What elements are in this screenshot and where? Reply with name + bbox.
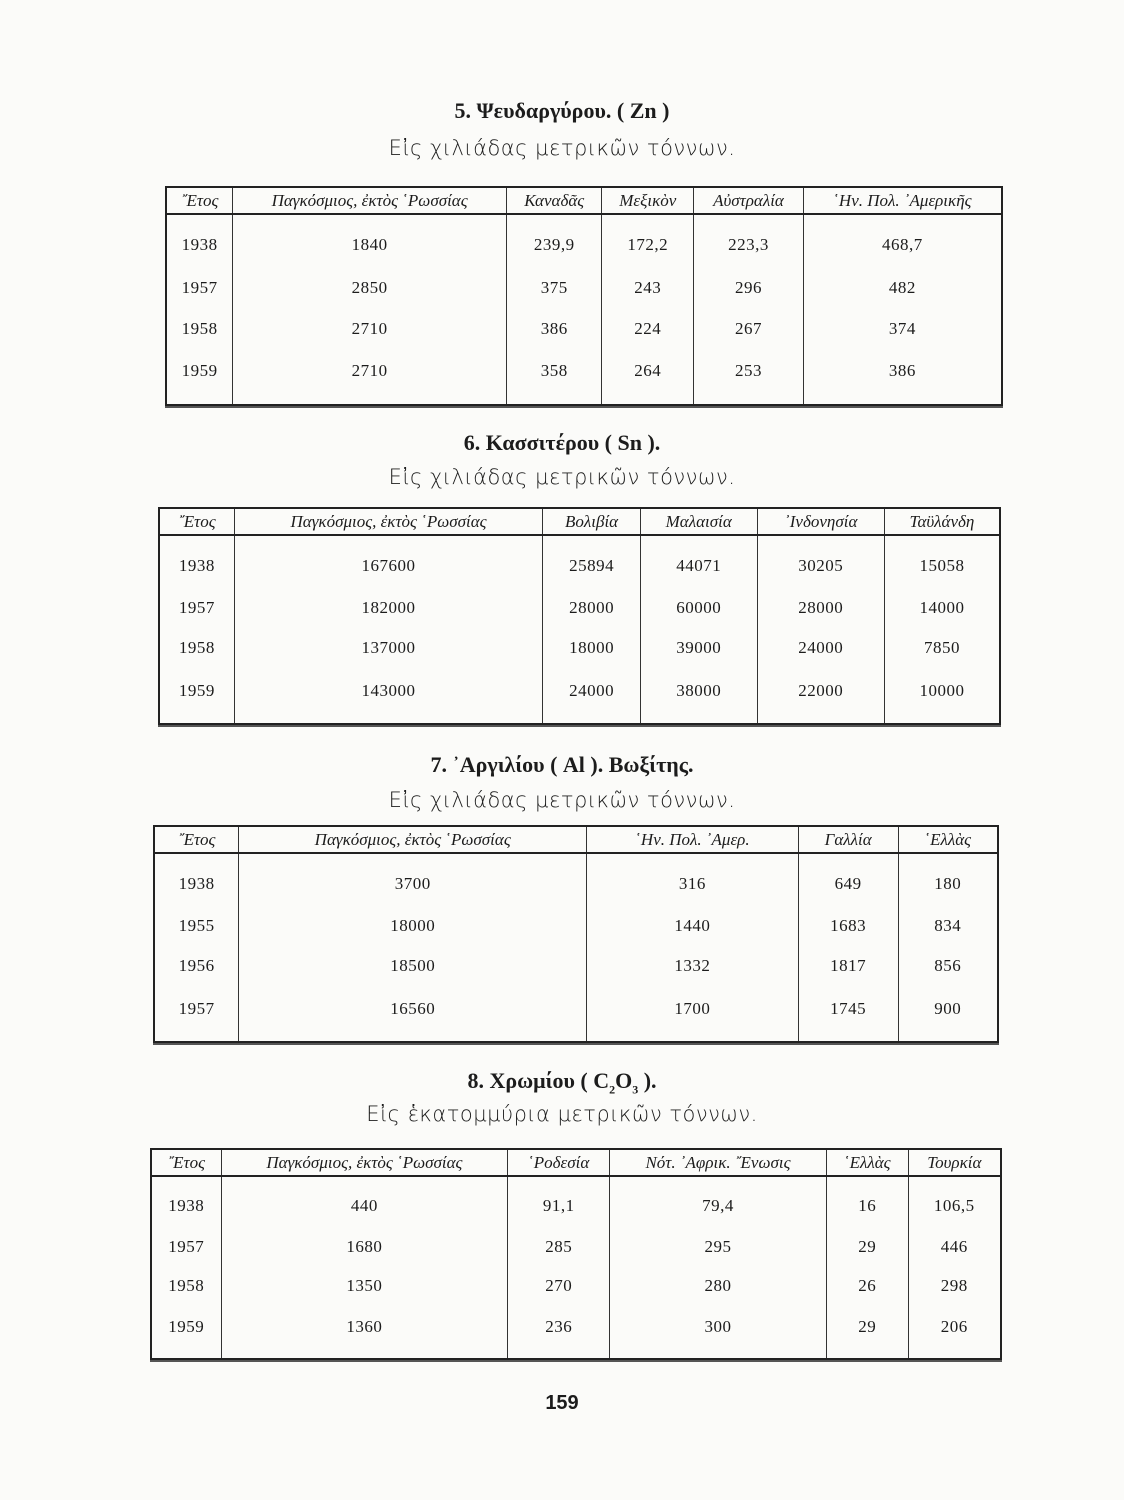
value-cell: 24000 [543,668,641,724]
year-cell: 1955 [154,906,239,946]
value-cell: 374 [803,308,1002,349]
value-cell: 300 [610,1305,827,1359]
value-cell: 180 [898,853,998,906]
value-cell: 1350 [221,1266,508,1305]
table-row [151,1227,1001,1266]
value-cell: 3700 [239,853,587,906]
column-header: Ταϋλάνδη [884,508,1000,535]
table-row [154,986,998,1042]
zinc-table [165,186,1003,406]
value-cell: 386 [803,349,1002,405]
value-cell: 1680 [221,1227,508,1266]
column-header: Αὐστραλία [694,187,804,214]
value-cell: 2710 [233,308,507,349]
year-cell: 1959 [159,668,234,724]
column-header: ῾Ελλὰς [898,826,998,853]
value-cell: 298 [908,1266,1001,1305]
value-cell: 236 [508,1305,610,1359]
value-cell: 39000 [640,628,757,668]
column-header: Τουρκία [908,1149,1001,1176]
value-cell: 26 [826,1266,908,1305]
table-row [159,535,1000,588]
column-header: ῾Ελλὰς [826,1149,908,1176]
value-cell: 1817 [798,946,898,986]
value-cell: 24000 [757,628,884,668]
column-header: ῾Ην. Πολ. ᾿Αμερ. [587,826,799,853]
section-6-title: 6. Κασσιτέρου ( Sn ). [463,430,661,455]
value-cell: 1360 [221,1305,508,1359]
value-cell: 91,1 [508,1176,610,1227]
chromium-table [150,1148,1002,1360]
table-row [166,349,1002,405]
value-cell: 1440 [587,906,799,946]
value-cell: 106,5 [908,1176,1001,1227]
table-row [154,853,998,906]
column-header: Παγκόσμιος, ἐκτὸς ῾Ρωσσίας [234,508,543,535]
table-row [166,214,1002,267]
value-cell: 482 [803,268,1002,309]
value-cell: 856 [898,946,998,986]
section-6-subtitle: Εἰς χιλιάδας μετρικῶν τόννων. [388,465,736,489]
column-header: Μαλαισία [640,508,757,535]
value-cell: 239,9 [506,214,602,267]
year-cell: 1958 [166,308,233,349]
column-header: Παγκόσμιος, ἐκτὸς ῾Ρωσσίας [221,1149,508,1176]
value-cell: 143000 [234,668,543,724]
value-cell: 28000 [543,588,641,628]
value-cell: 267 [694,308,804,349]
table-row [154,946,998,986]
year-cell: 1957 [159,588,234,628]
value-cell: 468,7 [803,214,1002,267]
value-cell: 1683 [798,906,898,946]
value-cell: 223,3 [694,214,804,267]
value-cell: 206 [908,1305,1001,1359]
table-row [159,588,1000,628]
table-row [166,268,1002,309]
value-cell: 649 [798,853,898,906]
table-row [154,906,998,946]
table-row [159,628,1000,668]
table-row [159,668,1000,724]
value-cell: 7850 [884,628,1000,668]
value-cell: 16 [826,1176,908,1227]
table-row [151,1176,1001,1227]
value-cell: 1700 [587,986,799,1042]
value-cell: 60000 [640,588,757,628]
tin-table [158,507,1001,725]
value-cell: 834 [898,906,998,946]
column-header: Βολιβία [543,508,641,535]
value-cell: 1745 [798,986,898,1042]
column-header: Γαλλία [798,826,898,853]
column-header: Παγκόσμιος, ἐκτὸς ῾Ρωσσίας [233,187,507,214]
value-cell: 2710 [233,349,507,405]
column-header: ῎Ετος [154,826,239,853]
value-cell: 29 [826,1305,908,1359]
header-row [166,187,1002,214]
column-header: ῎Ετος [151,1149,221,1176]
value-cell: 243 [602,268,694,309]
section-5-subtitle: Εἰς χιλιάδας μετρικῶν τόννων. [388,136,736,160]
value-cell: 264 [602,349,694,405]
value-cell: 900 [898,986,998,1042]
year-cell: 1938 [159,535,234,588]
section-8-title: 8. Χρωμίου ( $C_2O_3$ ). [467,1068,657,1097]
column-header: Μεξικὸν [602,187,694,214]
value-cell: 270 [508,1266,610,1305]
aluminium-table [153,825,999,1043]
year-cell: 1957 [154,986,239,1042]
year-cell: 1938 [154,853,239,906]
section-8-subtitle: Εἰς ἑκατομμύρια μετρικῶν τόννων. [366,1102,758,1126]
column-header: ῾Ην. Πολ. ᾿Αμερικῆς [803,187,1002,214]
value-cell: 30205 [757,535,884,588]
value-cell: 22000 [757,668,884,724]
value-cell: 15058 [884,535,1000,588]
value-cell: 18500 [239,946,587,986]
value-cell: 280 [610,1266,827,1305]
year-cell: 1957 [151,1227,221,1266]
column-header: Καναδᾶς [506,187,602,214]
value-cell: 79,4 [610,1176,827,1227]
value-cell: 2850 [233,268,507,309]
value-cell: 1840 [233,214,507,267]
column-header: ῾Ροδεσία [508,1149,610,1176]
value-cell: 18000 [239,906,587,946]
year-cell: 1959 [151,1305,221,1359]
year-cell: 1958 [151,1266,221,1305]
value-cell: 285 [508,1227,610,1266]
value-cell: 44071 [640,535,757,588]
header-row [154,826,998,853]
value-cell: 253 [694,349,804,405]
year-cell: 1957 [166,268,233,309]
section-5-title: 5. Ψευδαργύρου. ( Zn ) [454,98,670,123]
column-header: ῎Ετος [166,187,233,214]
value-cell: 38000 [640,668,757,724]
column-header: Παγκόσμιος, ἐκτὸς ῾Ρωσσίας [239,826,587,853]
value-cell: 295 [610,1227,827,1266]
value-cell: 18000 [543,628,641,668]
section-7-subtitle: Εἰς χιλιάδας μετρικῶν τόννων. [388,788,736,812]
value-cell: 224 [602,308,694,349]
year-cell: 1958 [159,628,234,668]
page-number: 159 [545,1392,579,1414]
header-row [151,1149,1001,1176]
table-row [166,308,1002,349]
value-cell: 296 [694,268,804,309]
value-cell: 440 [221,1176,508,1227]
value-cell: 137000 [234,628,543,668]
value-cell: 1332 [587,946,799,986]
column-header: Νότ. ᾿Αφρικ. ῎Ενωσις [610,1149,827,1176]
value-cell: 14000 [884,588,1000,628]
value-cell: 25894 [543,535,641,588]
table-row [151,1266,1001,1305]
value-cell: 375 [506,268,602,309]
value-cell: 446 [908,1227,1001,1266]
value-cell: 10000 [884,668,1000,724]
value-cell: 167600 [234,535,543,588]
value-cell: 386 [506,308,602,349]
value-cell: 16560 [239,986,587,1042]
value-cell: 172,2 [602,214,694,267]
value-cell: 28000 [757,588,884,628]
column-header: ῎Ετος [159,508,234,535]
year-cell: 1959 [166,349,233,405]
value-cell: 182000 [234,588,543,628]
year-cell: 1938 [166,214,233,267]
value-cell: 29 [826,1227,908,1266]
header-row [159,508,1000,535]
year-cell: 1938 [151,1176,221,1227]
value-cell: 358 [506,349,602,405]
table-row [151,1305,1001,1359]
column-header: ᾿Ινδονησία [757,508,884,535]
value-cell: 316 [587,853,799,906]
year-cell: 1956 [154,946,239,986]
section-7-title: 7. ᾿Αργιλίου ( Al ). Βωξίτης. [430,752,694,777]
